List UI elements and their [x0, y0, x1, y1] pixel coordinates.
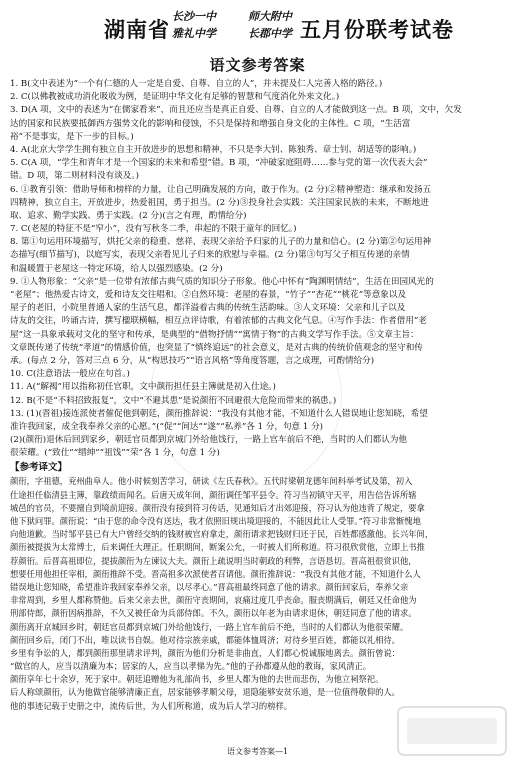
- translation-line: “做官的人，应当以清廉为本；居家的人，应当以孝悌为先。”他的子孙都遵从他的教诲，家风清正。: [10, 661, 372, 672]
- answer-line: 10. C(注意语法一般应在句首。): [10, 369, 130, 380]
- school-name: 雅礼中学: [172, 27, 216, 40]
- translation-line: 颜衎享年七十余岁，死于家中。朝廷追赠他为礼部尚书，乡里人都为他的去世而悲伤，为他立祠祭祀。: [10, 674, 384, 685]
- answer-line: 1. B(文中表述为“一个有仁德的人一定是自爱、自尊、自立的人”，并未提及仁人完善人格的路径。): [10, 79, 383, 89]
- translation-line: 乡里有争讼的人，都到颜衎那里请求评判，颜衎为他们分析是非曲直，人们都心悦诚服地离去。颜衎曾说：: [10, 647, 400, 658]
- answer-line: 4. A(北京大学学生拥有独立自主开放进步的思想和精神，不只是李大钊、陈独秀、章士钊、胡适等的影响。): [10, 144, 417, 155]
- answer-line: 承。(每点 2 分，答对三点 6 分，从“构思技巧”“语言风格”等角度答题，言之成理，可酌情给分): [10, 355, 375, 366]
- translation-line: 仕途担任临清县主簿，靠政绩而闻名。后唐天成年间，颜衎调任邹平县令。符习当初镇守天平，用告信告诉所辖: [10, 489, 417, 500]
- translation-line: 颜衎离开京城回乡时，朝廷官员都到京城门外给他饯行，一路上官车前后不绝，当时的人们都认为他很荣耀。: [10, 621, 409, 632]
- answer-line: 6. ①教育引领：借助导师和榜样的力量，让自己明确发展的方向，敢于作为。(2 分)②精神塑造：继承和发扬五: [10, 184, 432, 195]
- translation-line: 想要任用他担任宰相，颜衎推辞不受。晋高祖多次派使者召请他。颜衎推辞说：“我没有其他才能，不知道什么人: [10, 568, 421, 579]
- school-name: 长郡中学: [248, 27, 292, 40]
- answer-line: 2. C(以佛教被成功消化吸收为例，是证明中华文化有足够的智慧和气度消化外来文化。): [10, 92, 340, 103]
- translation-heading: 【参考译文】: [10, 462, 68, 474]
- answer-line: 9. ①人物形象：“父亲”是一位带有浓郁古典气质的知识分子形象。他心中怀有“陶渊明情结”，生活在田园风光的: [10, 276, 434, 287]
- translation-line: 向他道歉。当时邹平县已有大户曾经交纳的钱财被官府拿走，颜衎请求把钱财归还于民，百姓都感激他。长兴年间，: [10, 529, 434, 540]
- answer-line: 诗友的交往，吟诵古诗，撰写楹联横幅，相互点评诗歌，有着浓郁的古典文化气息。④写作手法：作者借用“老: [10, 316, 427, 327]
- province-name: 湖南省: [104, 18, 170, 42]
- answer-line: 和温暖置于老屋这一特定环境，给人以强烈感染。(2 分): [10, 263, 223, 274]
- answer-line: 准许我回家，成全我奉养父亲的心愿。”(“促”“间达”“遂”“私养”各 1 分，句意 1 分): [10, 421, 324, 432]
- answer-line: (2)(颜衎)退休后回到家乡，朝廷官员都到京城门外给他饯行，一路上官车前后不绝，当时的人们都认为他: [10, 435, 408, 446]
- answer-line: 屋子的老旧，小院里普通人家的生活气息，都洋溢着古典的传统生活韵味。③人文环境：父亲和儿子以及: [10, 303, 406, 314]
- answer-line: 11. A(“解褐”用以指称初任官职，文中颜衎担任县主簿就是初入仕途。): [10, 382, 276, 393]
- answer-line: 3. D(A 项，文中的表述为“在儒家看来”，而且还应当是真正自爱、自尊、自立的人才能做到这一点。B 项，文中，欠发: [10, 105, 462, 116]
- translation-line: 他下狱问罪。颜衎说：“由于您的命令没有送达，我才依照旧规出境迎接的，不能因此让人受罪。”符习非常惭愧地: [10, 516, 421, 526]
- answer-line: 错。D 项，第二则材料没有谈及。): [10, 171, 139, 182]
- answer-line: 12. B(不是“不料招致报复”，文中“不避其患”是说颜衎不回避很大危险而带来的祸患。): [10, 395, 337, 406]
- answer-list: [10, 78, 506, 460]
- answer-line: 取、追求、勤学实践、勇于实践。(2 分)(言之有理，酌情给分): [10, 210, 247, 221]
- school-names: [172, 8, 292, 42]
- answer-line: “老屋”；他热爱古诗文，爱和诗友交往唱和。②自然环境：老屋的春景，“竹子”“杏花”“桃花”等意象以及: [10, 290, 407, 300]
- exam-header: [0, 4, 515, 48]
- answer-line: 四精神，独立自主，开放进步，热爱祖国，勇于担当。(2 分)③投身社会实践：关注国家民族的未来，不断地进: [10, 197, 429, 208]
- translation-text: [10, 475, 506, 712]
- answer-line: 5. C(A 项，“学生和青年才是一个国家的未来和希望”错。B 项，“冲破家庭阻碍……参与党的第一次代表大会”: [10, 158, 428, 169]
- answer-line: 文章既传递了传统“孝道”的情感价值，也突显了“慎终追远”的社会意义，是对古典的传统价值观念的坚守和传: [10, 342, 423, 353]
- translation-line: 非常周到，乡里人都称赞他。后来父亲去世，颜衎守丧期间，哀痛过度几乎丧命。服丧期满后，朝廷又任命他为: [10, 595, 417, 606]
- page-footer: 语文参考答案—1: [226, 747, 289, 756]
- answer-line: 屋”这一具象承载对文化的坚守和传承，是典型的“借物抒情”“寓情于物”的古典文学写作手法。⑤文章主旨：: [10, 329, 419, 340]
- page-title: 语文参考答案: [209, 56, 306, 74]
- answer-line: 态描写(细节描写)，以庭写实，表现父亲看见儿子归来的欣慰与幸福。(2 分)第③句写父子相互传递的亲情: [10, 250, 410, 261]
- answer-line: 7. C(老屋的特征不是“窄小”，没有写秋冬二季，串起的不限于童年的回忆。): [10, 224, 297, 235]
- translation-line: 刑部侍郎，颜衎因病推辞，不久又被任命为兵部侍郎。不久，颜衎以年老为由请求退休，朝廷同意了他的请求。: [10, 608, 417, 619]
- translation-line: 颜衎被提拔为太常博士，后来调任大理正。任职期间，断案公允，一时被人们所称道。符习很欣赏他，立即上书推: [10, 542, 425, 553]
- translation-line: 他的事迹记载于史册之中，流传后世，为人们所称道，成为后人学习的榜样。: [10, 700, 293, 711]
- translation-line: 城邑的官员，不要擅自到境前迎接。颜衎没有接到符习传话，见通知后才出郊迎接，符习认为他违背了规定，要拿: [10, 502, 425, 513]
- translation-line: 后人称颂颜衎，认为他做官能够清廉正直，居家能够孝顺父母，退隐能够安贫乐道，是一位值得敬仰的人。: [10, 687, 400, 698]
- translation-line: 荐颜衎。后晋高祖即位，提拔颜衎为左谏议大夫。颜衎上疏说明当时朝政的利弊，言语恳切。晋高祖很赏识他，: [10, 555, 417, 566]
- answer-content: [10, 78, 506, 713]
- school-name: 师大附中: [248, 10, 292, 23]
- translation-line: 颜衎，字祖德，兖州曲阜人。他小时候刻苦学习，研读《左氏春秋》。五代时梁朝龙德年间科举考试及第，初入: [10, 476, 413, 487]
- answer-line: 裕”不是事实，是下一步的目标。): [10, 131, 134, 142]
- answer-line: 达的国家和民族要抵御西方强势文化的影响和侵蚀，不只是保持和增强自身文化的主体性。C 项，“生活富: [10, 118, 411, 129]
- exam-name: 五月份联考试卷: [300, 18, 454, 42]
- answer-line: 8. 第①句运用环境描写，烘托父亲的稳重、慈祥，表现父亲给予归家的儿子的力量和信心。(2 分)第②句运用神: [10, 237, 432, 248]
- school-name: 长沙一中: [172, 10, 216, 23]
- translation-line: 颜衎回乡后，闭门不出，唯以读书自娱。他对待宗族亲戚，都能体恤周济；对待乡里百姓，都能以礼相待。: [10, 634, 400, 645]
- answer-line: 13. (1)(晋祖)接连派使者催促他到朝廷，颜衎推辞说：“我没有其他才能，不知道什么人错误地让您知晓，希望: [10, 408, 428, 419]
- translation-line: 错误地让您知晓，希望准许我回家奉养父亲，以尽孝心。”晋高祖最终同意了他的请求。颜衎回家后，奉养父亲: [10, 581, 409, 592]
- answer-line: 很荣耀。(“致仕”“缙绅”“祖饯”“荣”各 1 分，句意 1 分): [10, 448, 220, 459]
